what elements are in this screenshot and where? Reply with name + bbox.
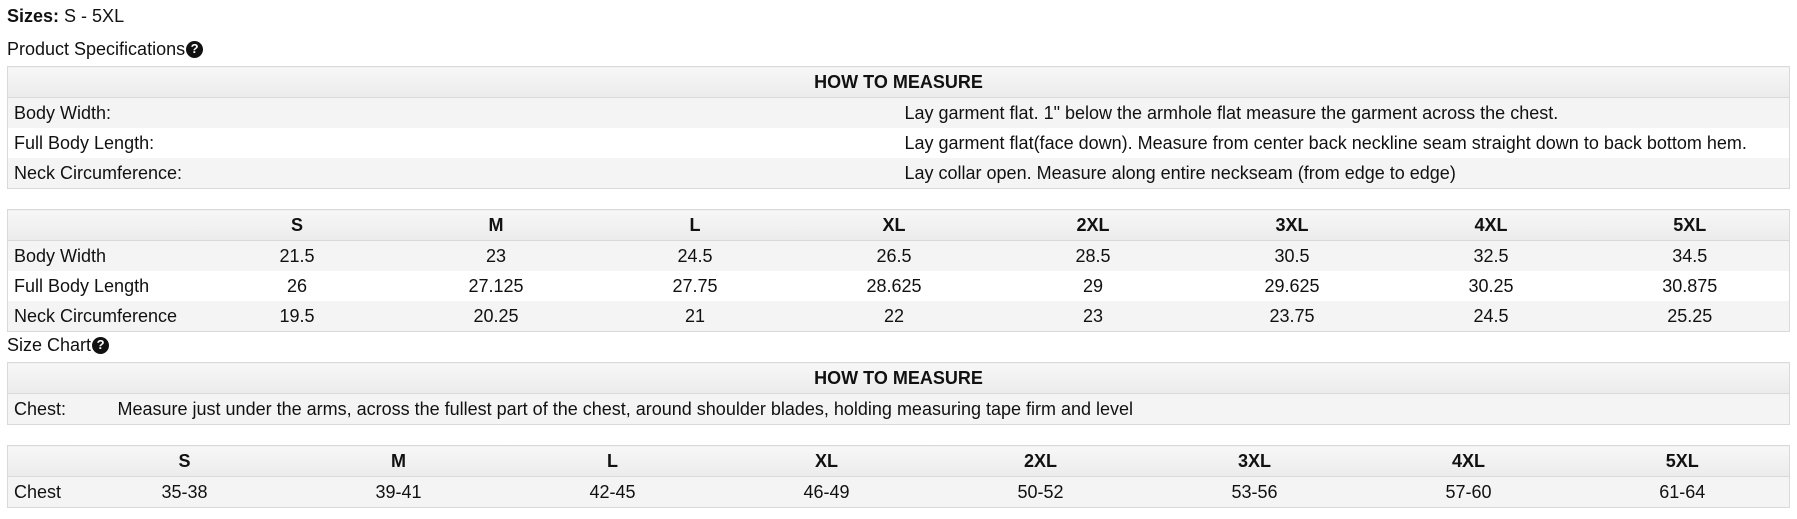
table-cell: 21 [596, 301, 795, 332]
product-specs-title [7, 36, 1790, 62]
size-chart-how-to-measure-table [7, 362, 1790, 425]
table-row [8, 301, 1790, 332]
how-to-measure-header: HOW TO MEASURE [8, 363, 1790, 394]
column-header: XL [795, 210, 994, 241]
table-cell: 26.5 [795, 241, 994, 272]
table-cell: 42-45 [506, 477, 720, 508]
measure-label: Body Width: [8, 98, 899, 129]
table-header-row [8, 446, 1790, 477]
table-cell: 34.5 [1591, 241, 1790, 272]
how-to-measure-header: HOW TO MEASURE [8, 67, 1790, 98]
row-label: Chest [8, 477, 78, 508]
row-label: Full Body Length [8, 271, 198, 301]
product-specs-title-text: Product Specifications [7, 39, 186, 59]
column-header: S [198, 210, 397, 241]
size-chart-title [7, 332, 1790, 358]
table-row [8, 477, 1790, 508]
table-cell: 28.5 [994, 241, 1193, 272]
table-cell: 32.5 [1392, 241, 1591, 272]
table-cell: 53-56 [1148, 477, 1362, 508]
table-cell: 28.625 [795, 271, 994, 301]
column-header: 2XL [994, 210, 1193, 241]
help-icon[interactable]: ? [186, 41, 203, 58]
table-cell: 57-60 [1362, 477, 1576, 508]
table-header-row [8, 210, 1790, 241]
table-cell: 39-41 [292, 477, 506, 508]
table-row [8, 158, 1790, 189]
table-cell: 30.25 [1392, 271, 1591, 301]
row-label: Body Width [8, 241, 198, 272]
table-row [8, 98, 1790, 129]
column-header: 2XL [934, 446, 1148, 477]
measure-text: Lay collar open. Measure along entire neckseam (from edge to edge) [899, 158, 1790, 189]
table-row [8, 271, 1790, 301]
table-cell: 27.125 [397, 271, 596, 301]
column-header-empty [8, 446, 78, 477]
measure-text: Measure just under the arms, across the fullest part of the chest, around shoulder blades, holding measuring tape firm and level [112, 394, 1790, 425]
table-header-row [8, 363, 1790, 394]
table-row [8, 394, 1790, 425]
table-cell: 24.5 [596, 241, 795, 272]
measure-label: Neck Circumference: [8, 158, 899, 189]
table-cell: 30.5 [1193, 241, 1392, 272]
table-cell: 50-52 [934, 477, 1148, 508]
table-cell: 25.25 [1591, 301, 1790, 332]
sizes-line [7, 4, 1790, 28]
column-header: 5XL [1576, 446, 1790, 477]
sizes-label: Sizes: [7, 6, 60, 26]
column-header-empty [8, 210, 198, 241]
row-label: Neck Circumference [8, 301, 198, 332]
measure-label: Chest: [8, 394, 112, 425]
table-cell: 22 [795, 301, 994, 332]
table-row [8, 241, 1790, 272]
column-header: 5XL [1591, 210, 1790, 241]
column-header: L [506, 446, 720, 477]
column-header: 4XL [1362, 446, 1576, 477]
help-icon[interactable]: ? [92, 337, 109, 354]
column-header: 3XL [1148, 446, 1362, 477]
column-header: XL [720, 446, 934, 477]
table-cell: 61-64 [1576, 477, 1790, 508]
product-specs-how-to-measure-table [7, 66, 1790, 189]
column-header: S [78, 446, 292, 477]
table-cell: 26 [198, 271, 397, 301]
table-cell: 35-38 [78, 477, 292, 508]
column-header: 4XL [1392, 210, 1591, 241]
table-cell: 24.5 [1392, 301, 1591, 332]
table-cell: 29.625 [1193, 271, 1392, 301]
measure-text: Lay garment flat. 1" below the armhole flat measure the garment across the chest. [899, 98, 1790, 129]
table-cell: 30.875 [1591, 271, 1790, 301]
measure-text: Lay garment flat(face down). Measure from center back neckline seam straight down to back bottom hem. [899, 128, 1790, 158]
table-cell: 23 [994, 301, 1193, 332]
column-header: M [292, 446, 506, 477]
table-cell: 27.75 [596, 271, 795, 301]
size-chart-table [7, 445, 1790, 508]
table-cell: 21.5 [198, 241, 397, 272]
table-row [8, 128, 1790, 158]
table-header-row [8, 67, 1790, 98]
measure-label: Full Body Length: [8, 128, 899, 158]
table-cell: 20.25 [397, 301, 596, 332]
column-header: M [397, 210, 596, 241]
table-cell: 19.5 [198, 301, 397, 332]
sizes-value: S - 5XL [64, 6, 125, 26]
size-chart-title-text: Size Chart [7, 335, 92, 355]
table-cell: 23.75 [1193, 301, 1392, 332]
column-header: 3XL [1193, 210, 1392, 241]
table-cell: 46-49 [720, 477, 934, 508]
table-cell: 29 [994, 271, 1193, 301]
column-header: L [596, 210, 795, 241]
table-cell: 23 [397, 241, 596, 272]
product-specs-size-table [7, 209, 1790, 332]
